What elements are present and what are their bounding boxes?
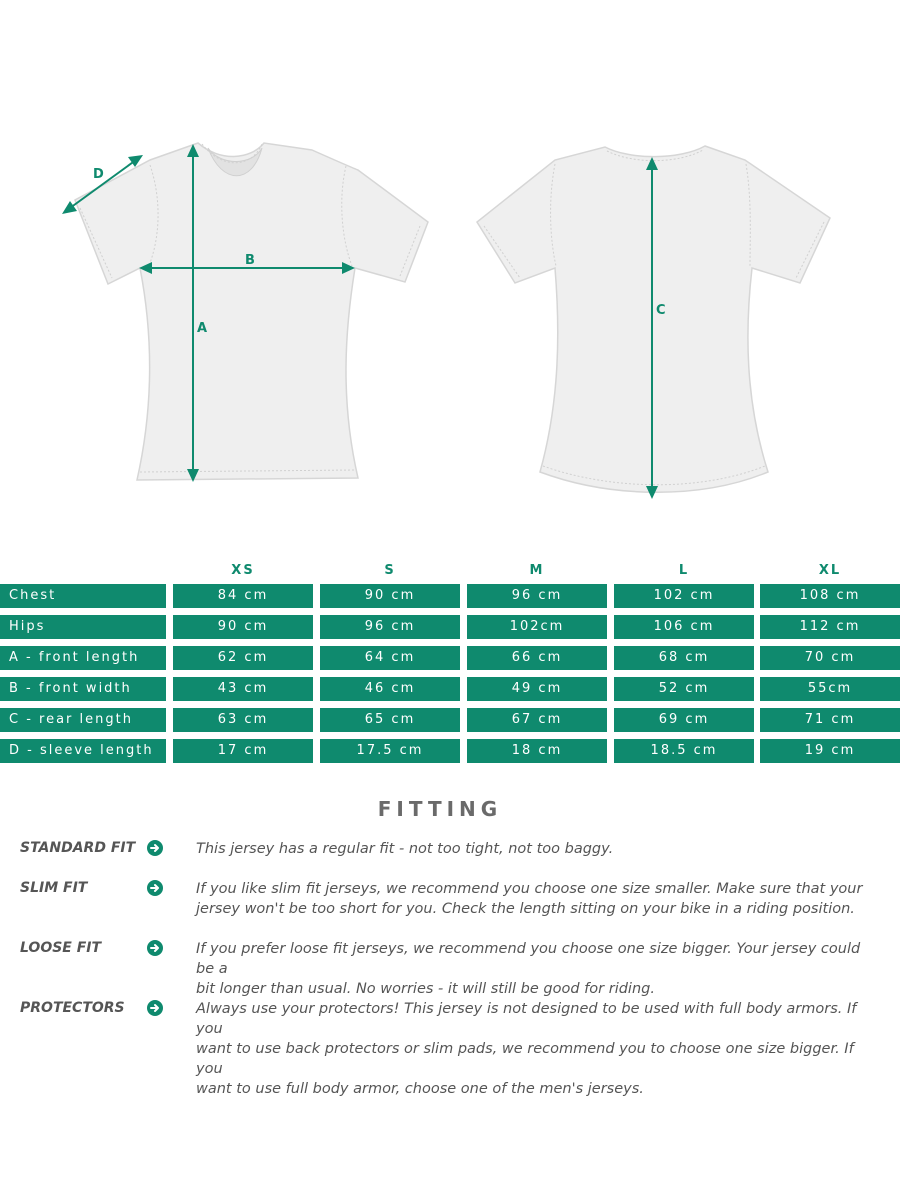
table-row-sleeve-length xyxy=(0,739,900,765)
cell-xl: 55cm xyxy=(760,677,900,701)
row-label: C - rear length xyxy=(0,708,166,732)
fit-name-slim: SLIM FIT xyxy=(20,880,88,896)
fit-description-standard xyxy=(196,839,876,859)
cell-s: 46 cm xyxy=(320,677,460,701)
label-c: C xyxy=(656,303,666,318)
cell-xl: 112 cm xyxy=(760,615,900,639)
fit-description-line: If you like slim fit jerseys, we recommend you choose one size smaller. Make sure that your xyxy=(196,881,863,897)
cell-m: 96 cm xyxy=(467,584,607,608)
fit-description-line: If you prefer loose fit jerseys, we recommend you choose one size bigger. Your jersey could be a xyxy=(196,941,861,977)
arrow-right-circle-icon xyxy=(147,940,163,956)
cell-m: 102cm xyxy=(467,615,607,639)
fit-description-line: bit longer than usual. No worries - it will still be good for riding. xyxy=(196,981,655,997)
cell-s: 17.5 cm xyxy=(320,739,460,763)
fit-name-protectors: PROTECTORS xyxy=(20,1000,125,1016)
fit-description-slim xyxy=(196,879,876,919)
row-label: Hips xyxy=(0,615,166,639)
fitting-title: FITTING xyxy=(377,797,503,821)
cell-m: 66 cm xyxy=(467,646,607,670)
cell-l: 102 cm xyxy=(614,584,754,608)
size-header-xs: XS xyxy=(231,563,255,578)
cell-xl: 19 cm xyxy=(760,739,900,763)
arrow-right-circle-icon xyxy=(147,880,163,896)
size-header-xl: XL xyxy=(818,563,842,578)
cell-l: 18.5 cm xyxy=(614,739,754,763)
cell-s: 96 cm xyxy=(320,615,460,639)
size-header-l: L xyxy=(678,563,690,578)
cell-xs: 17 cm xyxy=(173,739,313,763)
fit-description-protectors xyxy=(196,999,876,1099)
row-label: A - front length xyxy=(0,646,166,670)
front-jersey-illustration xyxy=(75,143,428,480)
row-label: B - front width xyxy=(0,677,166,701)
label-d: D xyxy=(93,167,104,182)
fit-description-line: jersey won't be too short for you. Check the length sitting on your bike in a riding position. xyxy=(196,901,855,917)
fit-description-loose xyxy=(196,939,876,999)
cell-s: 64 cm xyxy=(320,646,460,670)
cell-m: 18 cm xyxy=(467,739,607,763)
table-row-front-length xyxy=(0,646,900,672)
label-a: A xyxy=(197,321,208,336)
cell-l: 68 cm xyxy=(614,646,754,670)
table-row-front-width xyxy=(0,677,900,703)
cell-m: 67 cm xyxy=(467,708,607,732)
cell-xl: 108 cm xyxy=(760,584,900,608)
row-label: Chest xyxy=(0,584,166,608)
table-row-chest xyxy=(0,584,900,610)
size-header-m: M xyxy=(529,563,545,578)
cell-xs: 84 cm xyxy=(173,584,313,608)
cell-xl: 71 cm xyxy=(760,708,900,732)
cell-m: 49 cm xyxy=(467,677,607,701)
cell-xs: 63 cm xyxy=(173,708,313,732)
fit-description-line: want to use full body armor, choose one of the men's jerseys. xyxy=(196,1081,644,1097)
row-label: D - sleeve length xyxy=(0,739,166,763)
cell-l: 69 cm xyxy=(614,708,754,732)
fit-name-loose: LOOSE FIT xyxy=(20,940,102,956)
label-b: B xyxy=(245,253,255,268)
cell-l: 106 cm xyxy=(614,615,754,639)
cell-s: 90 cm xyxy=(320,584,460,608)
cell-l: 52 cm xyxy=(614,677,754,701)
cell-xs: 43 cm xyxy=(173,677,313,701)
cell-xs: 90 cm xyxy=(173,615,313,639)
cell-xs: 62 cm xyxy=(173,646,313,670)
fit-name-standard: STANDARD FIT xyxy=(20,840,136,856)
size-header-s: S xyxy=(384,563,396,578)
arrow-right-circle-icon xyxy=(147,1000,163,1016)
fit-description-line: Always use your protectors! This jersey is not designed to be used with full body armors. If you xyxy=(196,1001,857,1037)
fit-description-line: want to use back protectors or slim pads, we recommend you to choose one size bigger. If you xyxy=(196,1041,854,1077)
back-jersey-illustration xyxy=(477,146,830,492)
table-row-hips xyxy=(0,615,900,641)
cell-s: 65 cm xyxy=(320,708,460,732)
cell-xl: 70 cm xyxy=(760,646,900,670)
fit-description-line: This jersey has a regular fit - not too tight, not too baggy. xyxy=(196,841,614,857)
arrow-right-circle-icon xyxy=(147,840,163,856)
jersey-measurement-diagram xyxy=(0,0,900,520)
table-row-rear-length xyxy=(0,708,900,734)
